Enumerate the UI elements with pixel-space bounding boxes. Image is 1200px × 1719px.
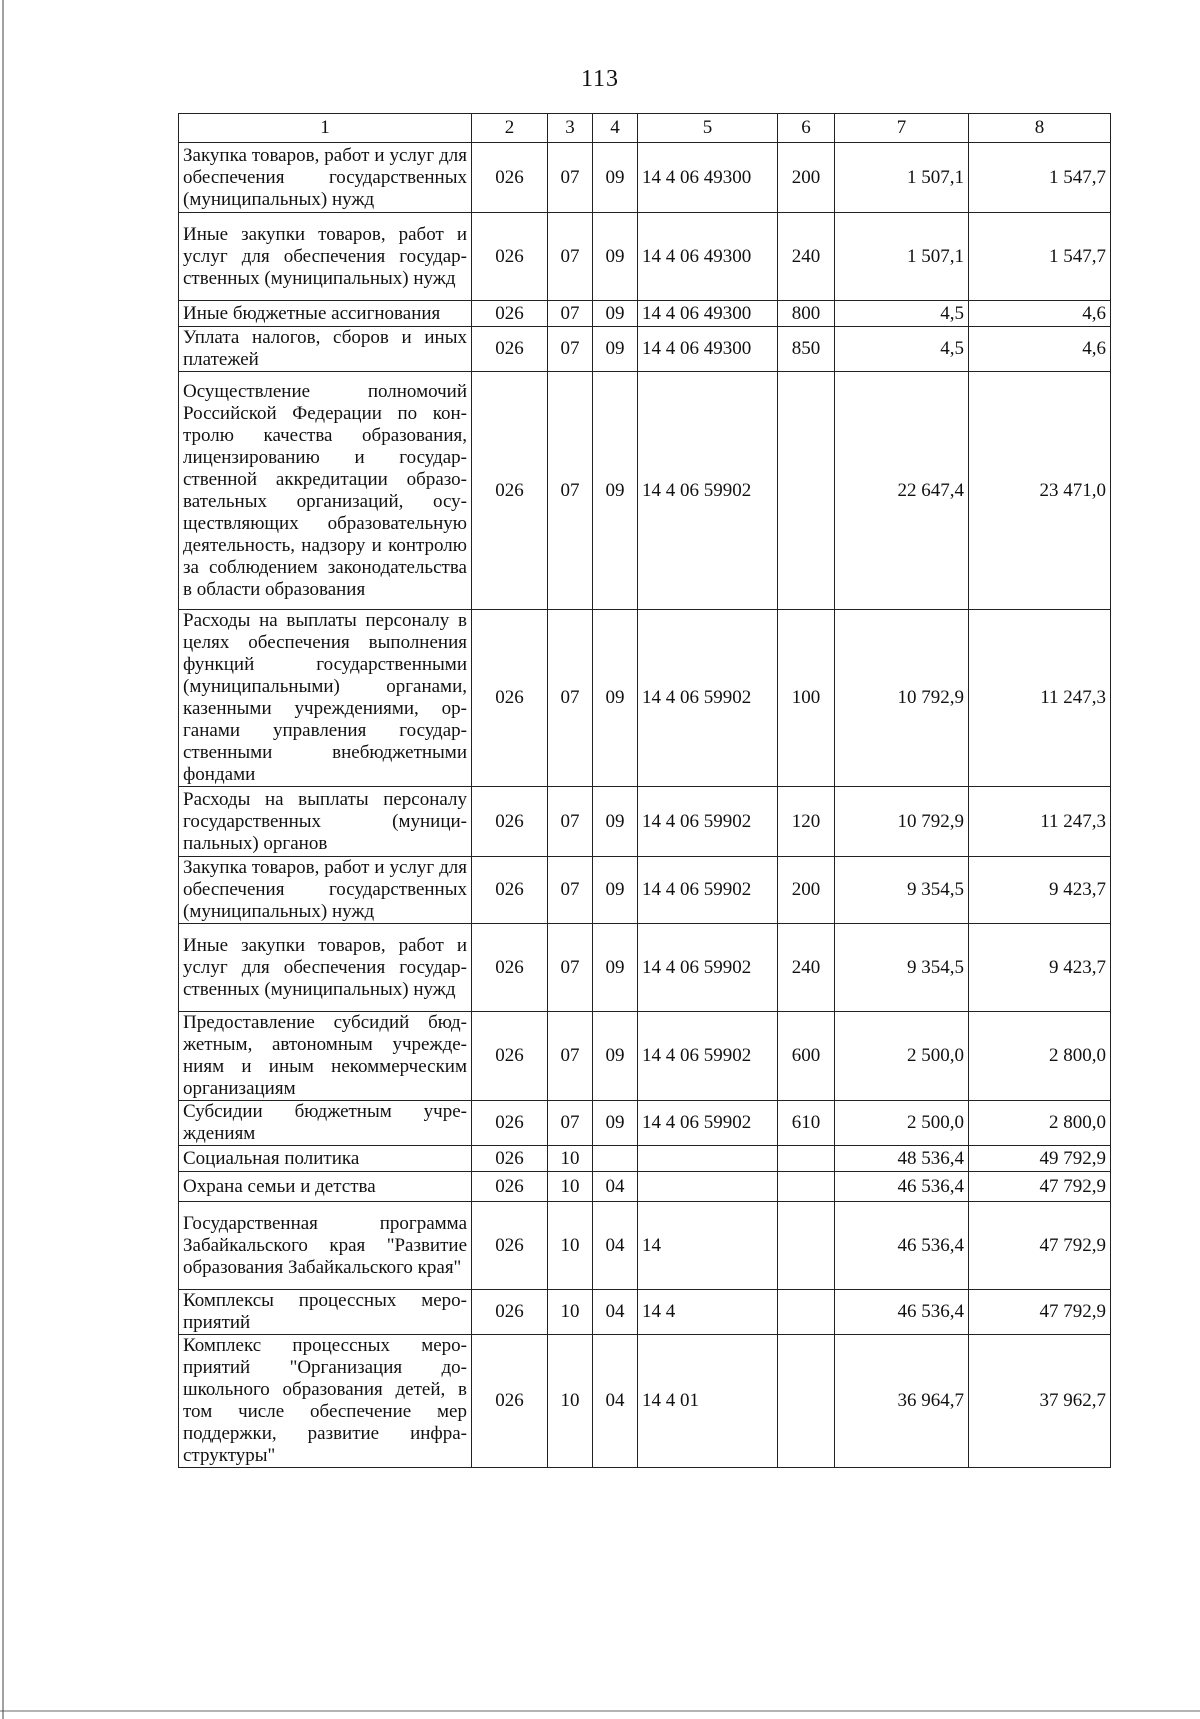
amount-year-2: 1 547,7 [969, 213, 1111, 301]
target-item-code: 14 4 06 59902 [638, 1012, 778, 1101]
item-name: Социальная политика [179, 1146, 472, 1172]
subsection-code: 09 [593, 143, 638, 213]
expense-type-code [778, 1146, 835, 1172]
amount-year-1: 2 500,0 [835, 1101, 969, 1146]
column-header: 7 [835, 114, 969, 143]
subsection-code: 09 [593, 787, 638, 857]
table-row [179, 1202, 1111, 1290]
amount-year-1: 46 536,4 [835, 1290, 969, 1335]
table-row [179, 1101, 1111, 1146]
subsection-code: 04 [593, 1172, 638, 1202]
subsection-code: 04 [593, 1290, 638, 1335]
subsection-code: 09 [593, 610, 638, 787]
ministry-code: 026 [472, 372, 548, 610]
amount-year-2: 2 800,0 [969, 1012, 1111, 1101]
target-item-code [638, 1172, 778, 1202]
section-code: 10 [548, 1290, 593, 1335]
amount-year-2: 23 471,0 [969, 372, 1111, 610]
subsection-code: 09 [593, 327, 638, 372]
section-code: 07 [548, 213, 593, 301]
subsection-code: 09 [593, 301, 638, 327]
subsection-code: 04 [593, 1202, 638, 1290]
section-code: 07 [548, 143, 593, 213]
section-code: 07 [548, 924, 593, 1012]
section-code: 10 [548, 1172, 593, 1202]
amount-year-1: 10 792,9 [835, 787, 969, 857]
amount-year-2: 1 547,7 [969, 143, 1111, 213]
amount-year-1: 2 500,0 [835, 1012, 969, 1101]
column-header: 4 [593, 114, 638, 143]
ministry-code: 026 [472, 301, 548, 327]
column-header: 3 [548, 114, 593, 143]
subsection-code: 09 [593, 213, 638, 301]
target-item-code: 14 4 06 49300 [638, 143, 778, 213]
section-code: 07 [548, 1101, 593, 1146]
table-row [179, 1335, 1111, 1468]
expense-type-code: 200 [778, 143, 835, 213]
section-code: 07 [548, 372, 593, 610]
column-header: 1 [179, 114, 472, 143]
item-name: Иные бюджетные ассигнования [179, 301, 472, 327]
item-name: Государственная программа Забайкальского края "Развитие образования Забайкальского края" [179, 1202, 472, 1290]
scan-edge-line [0, 1710, 1200, 1712]
amount-year-1: 4,5 [835, 301, 969, 327]
section-code: 07 [548, 301, 593, 327]
table-row [179, 143, 1111, 213]
ministry-code: 026 [472, 1202, 548, 1290]
item-name: Комплексы процессных мероприятий [179, 1290, 472, 1335]
ministry-code: 026 [472, 213, 548, 301]
amount-year-2: 4,6 [969, 327, 1111, 372]
table-row [179, 787, 1111, 857]
target-item-code: 14 4 06 59902 [638, 372, 778, 610]
column-header: 5 [638, 114, 778, 143]
expense-type-code: 610 [778, 1101, 835, 1146]
table-row [179, 1146, 1111, 1172]
section-code: 10 [548, 1146, 593, 1172]
item-name: Закупка товаров, работ и услуг для обеспечения государственных (муниципальных) нужд [179, 143, 472, 213]
target-item-code [638, 1146, 778, 1172]
target-item-code: 14 4 06 49300 [638, 301, 778, 327]
item-name: Иные закупки товаров, работ и услуг для обеспечения государственных (муниципальных) нужд [179, 924, 472, 1012]
table-row [179, 327, 1111, 372]
expense-type-code [778, 1202, 835, 1290]
subsection-code: 09 [593, 372, 638, 610]
target-item-code: 14 4 06 59902 [638, 787, 778, 857]
amount-year-2: 11 247,3 [969, 610, 1111, 787]
table-row [179, 372, 1111, 610]
target-item-code: 14 [638, 1202, 778, 1290]
ministry-code: 026 [472, 610, 548, 787]
amount-year-1: 10 792,9 [835, 610, 969, 787]
amount-year-2: 49 792,9 [969, 1146, 1111, 1172]
ministry-code: 026 [472, 1146, 548, 1172]
item-name: Расходы на выплаты персоналу государственных (муниципальных) органов [179, 787, 472, 857]
target-item-code: 14 4 06 49300 [638, 327, 778, 372]
target-item-code: 14 4 06 49300 [638, 213, 778, 301]
item-name: Уплата налогов, сборов и иных платежей [179, 327, 472, 372]
ministry-code: 026 [472, 857, 548, 924]
expense-type-code: 800 [778, 301, 835, 327]
section-code: 07 [548, 1012, 593, 1101]
section-code: 07 [548, 610, 593, 787]
subsection-code: 09 [593, 1012, 638, 1101]
ministry-code: 026 [472, 1172, 548, 1202]
amount-year-1: 4,5 [835, 327, 969, 372]
table-row [179, 610, 1111, 787]
amount-year-1: 22 647,4 [835, 372, 969, 610]
target-item-code: 14 4 06 59902 [638, 857, 778, 924]
target-item-code: 14 4 06 59902 [638, 924, 778, 1012]
amount-year-1: 1 507,1 [835, 143, 969, 213]
amount-year-2: 47 792,9 [969, 1172, 1111, 1202]
amount-year-2: 37 962,7 [969, 1335, 1111, 1468]
scan-edge-line [2, 0, 4, 1719]
table-row [179, 1012, 1111, 1101]
expense-type-code: 240 [778, 213, 835, 301]
amount-year-2: 9 423,7 [969, 857, 1111, 924]
amount-year-2: 4,6 [969, 301, 1111, 327]
amount-year-1: 46 536,4 [835, 1202, 969, 1290]
target-item-code: 14 4 [638, 1290, 778, 1335]
column-header: 2 [472, 114, 548, 143]
amount-year-2: 9 423,7 [969, 924, 1111, 1012]
item-name: Иные закупки товаров, работ и услуг для обеспечения государственных (муниципальных) нужд [179, 213, 472, 301]
expense-type-code: 100 [778, 610, 835, 787]
target-item-code: 14 4 01 [638, 1335, 778, 1468]
page-number: 113 [580, 66, 620, 92]
column-header: 6 [778, 114, 835, 143]
section-code: 07 [548, 327, 593, 372]
ministry-code: 026 [472, 1101, 548, 1146]
amount-year-2: 11 247,3 [969, 787, 1111, 857]
expense-type-code [778, 1335, 835, 1468]
amount-year-1: 48 536,4 [835, 1146, 969, 1172]
ministry-code: 026 [472, 1335, 548, 1468]
item-name: Расходы на выплаты персоналу в целях обеспечения выполнения функций государственными (муниципальными) органами, казенными учреждениями, органами управления государственными внебюджетными фондами [179, 610, 472, 787]
ministry-code: 026 [472, 143, 548, 213]
table-row [179, 857, 1111, 924]
subsection-code: 04 [593, 1335, 638, 1468]
expense-type-code: 850 [778, 327, 835, 372]
section-code: 07 [548, 787, 593, 857]
expense-type-code [778, 1172, 835, 1202]
amount-year-1: 9 354,5 [835, 924, 969, 1012]
ministry-code: 026 [472, 924, 548, 1012]
expense-type-code: 600 [778, 1012, 835, 1101]
ministry-code: 026 [472, 327, 548, 372]
amount-year-1: 46 536,4 [835, 1172, 969, 1202]
subsection-code: 09 [593, 857, 638, 924]
table-row [179, 924, 1111, 1012]
amount-year-1: 36 964,7 [835, 1335, 969, 1468]
subsection-code [593, 1146, 638, 1172]
table-row [179, 1172, 1111, 1202]
ministry-code: 026 [472, 787, 548, 857]
table-row [179, 301, 1111, 327]
item-name: Субсидии бюджетным учреждениям [179, 1101, 472, 1146]
target-item-code: 14 4 06 59902 [638, 1101, 778, 1146]
target-item-code: 14 4 06 59902 [638, 610, 778, 787]
expense-type-code [778, 372, 835, 610]
section-code: 10 [548, 1202, 593, 1290]
expense-type-code [778, 1290, 835, 1335]
amount-year-1: 1 507,1 [835, 213, 969, 301]
amount-year-2: 47 792,9 [969, 1290, 1111, 1335]
expense-type-code: 240 [778, 924, 835, 1012]
budget-table [178, 113, 1111, 1468]
item-name: Охрана семьи и детства [179, 1172, 472, 1202]
expense-type-code: 120 [778, 787, 835, 857]
subsection-code: 09 [593, 924, 638, 1012]
amount-year-2: 2 800,0 [969, 1101, 1111, 1146]
section-code: 10 [548, 1335, 593, 1468]
amount-year-2: 47 792,9 [969, 1202, 1111, 1290]
ministry-code: 026 [472, 1290, 548, 1335]
column-header: 8 [969, 114, 1111, 143]
table-row [179, 1290, 1111, 1335]
item-name: Осуществление полномочий Российской Федерации по контролю качества образования, лицензированию и государственной аккредитации образовательных организаций, осуществляющих образовательную деятельность, надзору и контролю за соблюдением законодательства в области образования [179, 372, 472, 610]
expense-type-code: 200 [778, 857, 835, 924]
item-name: Предоставление субсидий бюджетным, автономным учреждениям и иным некоммерческим организациям [179, 1012, 472, 1101]
table-row [179, 213, 1111, 301]
table-header-row [179, 114, 1111, 143]
subsection-code: 09 [593, 1101, 638, 1146]
ministry-code: 026 [472, 1012, 548, 1101]
section-code: 07 [548, 857, 593, 924]
item-name: Комплекс процессных мероприятий "Организация дошкольного образования детей, в том числе обеспечение мер поддержки, развитие инфраструктуры" [179, 1335, 472, 1468]
item-name: Закупка товаров, работ и услуг для обеспечения государственных (муниципальных) нужд [179, 857, 472, 924]
amount-year-1: 9 354,5 [835, 857, 969, 924]
